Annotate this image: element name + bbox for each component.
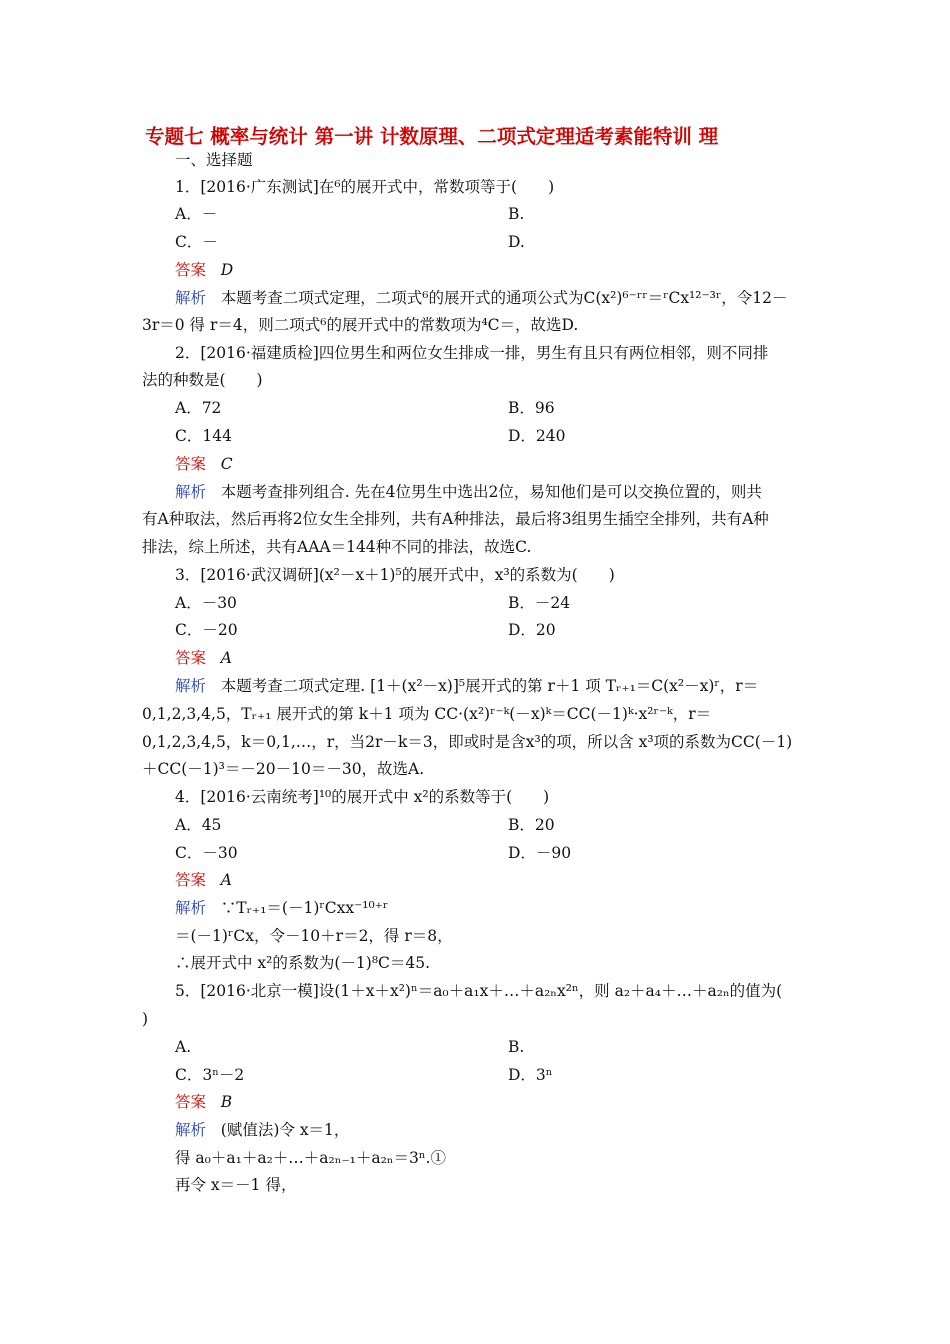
q3-option-b: B．－24 xyxy=(508,594,571,612)
q3-option-a: A．－30 xyxy=(175,594,237,612)
q2-stem-2: 法的种数是( ) xyxy=(142,371,263,389)
q4-analysis-1 xyxy=(175,898,388,918)
q2-option-d: D．240 xyxy=(508,427,566,445)
q2-analysis-3: 排法，综上所述，共有AAA＝144种不同的排法，故选C. xyxy=(142,538,532,556)
q3-answer xyxy=(175,648,232,668)
q2-option-b: B．96 xyxy=(508,399,555,417)
q1-stem: 1．[2016·广东测试]在⁶的展开式中，常数项等于( ) xyxy=(175,178,555,196)
q4-analysis-2: ＝(－1)ʳCx，令－10＋r＝2，得 r＝8， xyxy=(175,927,453,945)
q5-analysis-3: 再令 x＝－1 得， xyxy=(175,1176,297,1194)
q4-analysis-text-1: ∵Tᵣ₊₁＝(－1)ʳCxx⁻¹⁰⁺ʳ xyxy=(220,899,389,917)
q1-option-d: D. xyxy=(508,233,525,251)
q4-answer xyxy=(175,870,232,890)
q4-answer-value: A xyxy=(220,871,232,889)
q3-analysis-2: 0,1,2,3,4,5，Tᵣ₊₁ 展开式的第 k＋1 项为 CC·(x²)ʳ⁻ᵏ(－x)ᵏ＝CC(－1)ᵏ·x²ʳ⁻ᵏ，r＝ xyxy=(142,705,712,723)
q5-answer xyxy=(175,1092,232,1112)
q5-stem-1: 5．[2016·北京一模]设(1＋x＋x²)ⁿ＝a₀＋a₁x＋…＋a₂ₙx²ⁿ，则 a₂＋a₄＋…＋a₂ₙ的值为( xyxy=(175,982,783,1000)
q1-analysis-1 xyxy=(175,288,788,308)
q4-option-c: C．－30 xyxy=(175,844,238,862)
q3-option-d: D．20 xyxy=(508,621,556,639)
analysis-label: 解析 xyxy=(175,1121,207,1139)
q1-analysis-2: 3r＝0 得 r＝4，则二项式⁶的展开式中的常数项为⁴C＝，故选D. xyxy=(142,316,579,334)
q5-option-a: A. xyxy=(175,1038,192,1056)
page-title: 专题七 概率与统计 第一讲 计数原理、二项式定理适考素能特训 理 xyxy=(145,125,719,148)
analysis-label: 解析 xyxy=(175,483,207,501)
q2-analysis-text-1: 本题考查排列组合. 先在4位男生中选出2位，易知他们是可以交换位置的，则共 xyxy=(220,483,762,501)
q2-stem-1: 2．[2016·福建质检]四位男生和两位女生排成一排，男生有且只有两位相邻，则不同排 xyxy=(175,344,769,362)
analysis-label: 解析 xyxy=(175,677,207,695)
q3-analysis-1 xyxy=(175,676,758,696)
q1-answer xyxy=(175,260,233,280)
answer-label: 答案 xyxy=(175,649,207,667)
q5-analysis-1 xyxy=(175,1120,349,1140)
q4-option-d: D．－90 xyxy=(508,844,572,862)
q3-answer-value: A xyxy=(220,649,232,667)
answer-label: 答案 xyxy=(175,1093,207,1111)
analysis-label: 解析 xyxy=(175,289,207,307)
q5-option-b: B. xyxy=(508,1038,525,1056)
q1-option-c: C．－ xyxy=(175,233,218,251)
q2-answer-value: C xyxy=(220,455,233,473)
q1-answer-value: D xyxy=(220,261,234,279)
q2-answer xyxy=(175,454,233,474)
q3-analysis-4: ＋CC(－1)³＝－20－10＝－30，故选A. xyxy=(142,760,425,778)
q5-option-c: C．3ⁿ－2 xyxy=(175,1066,245,1084)
q2-analysis-2: 有A种取法，然后再将2位女生全排列，共有A种排法，最后将3组男生插空全排列，共有A种 xyxy=(142,510,769,528)
answer-label: 答案 xyxy=(175,261,207,279)
q4-analysis-3: ∴展开式中 x²的系数为(－1)⁸C＝45. xyxy=(175,954,431,972)
q3-option-c: C．－20 xyxy=(175,621,238,639)
q5-analysis-2: 得 a₀＋a₁＋a₂＋…＋a₂ₙ₋₁＋a₂ₙ＝3ⁿ.① xyxy=(175,1149,447,1167)
section-heading: 一、选择题 xyxy=(175,151,253,169)
q5-analysis-text-1: (赋值法)令 x＝1， xyxy=(220,1121,350,1139)
q1-option-a: A．－ xyxy=(175,205,218,223)
analysis-label: 解析 xyxy=(175,899,207,917)
q2-option-c: C．144 xyxy=(175,427,232,445)
q4-stem: 4．[2016·云南统考]¹⁰的展开式中 x²的系数等于( ) xyxy=(175,788,550,806)
q4-option-b: B．20 xyxy=(508,816,555,834)
answer-label: 答案 xyxy=(175,455,207,473)
answer-label: 答案 xyxy=(175,871,207,889)
q5-option-d: D．3ⁿ xyxy=(508,1066,553,1084)
q3-analysis-text-1: 本题考查二项式定理. [1＋(x²－x)]⁵展开式的第 r＋1 项 Tᵣ₊₁＝C(x²－x)ʳ，r＝ xyxy=(220,677,759,695)
q3-stem: 3．[2016·武汉调研](x²－x＋1)⁵的展开式中，x³的系数为( ) xyxy=(175,566,615,584)
q5-stem-2: ) xyxy=(142,1010,149,1028)
q3-analysis-3: 0,1,2,3,4,5，k＝0,1,…，r，当2r－k＝3，即或时是含x³的项，所以含 x³项的系数为CC(－1) xyxy=(142,733,793,751)
q2-option-a: A．72 xyxy=(175,399,222,417)
q2-analysis-1 xyxy=(175,482,762,502)
q1-analysis-text-1: 本题考查二项式定理，二项式⁶的展开式的通项公式为C(x²)⁶⁻ʳʳ＝ʳCx¹²⁻³ʳ，令12－ xyxy=(220,289,788,307)
q5-answer-value: B xyxy=(220,1093,233,1111)
q4-option-a: A．45 xyxy=(175,816,222,834)
q1-option-b: B. xyxy=(508,205,525,223)
